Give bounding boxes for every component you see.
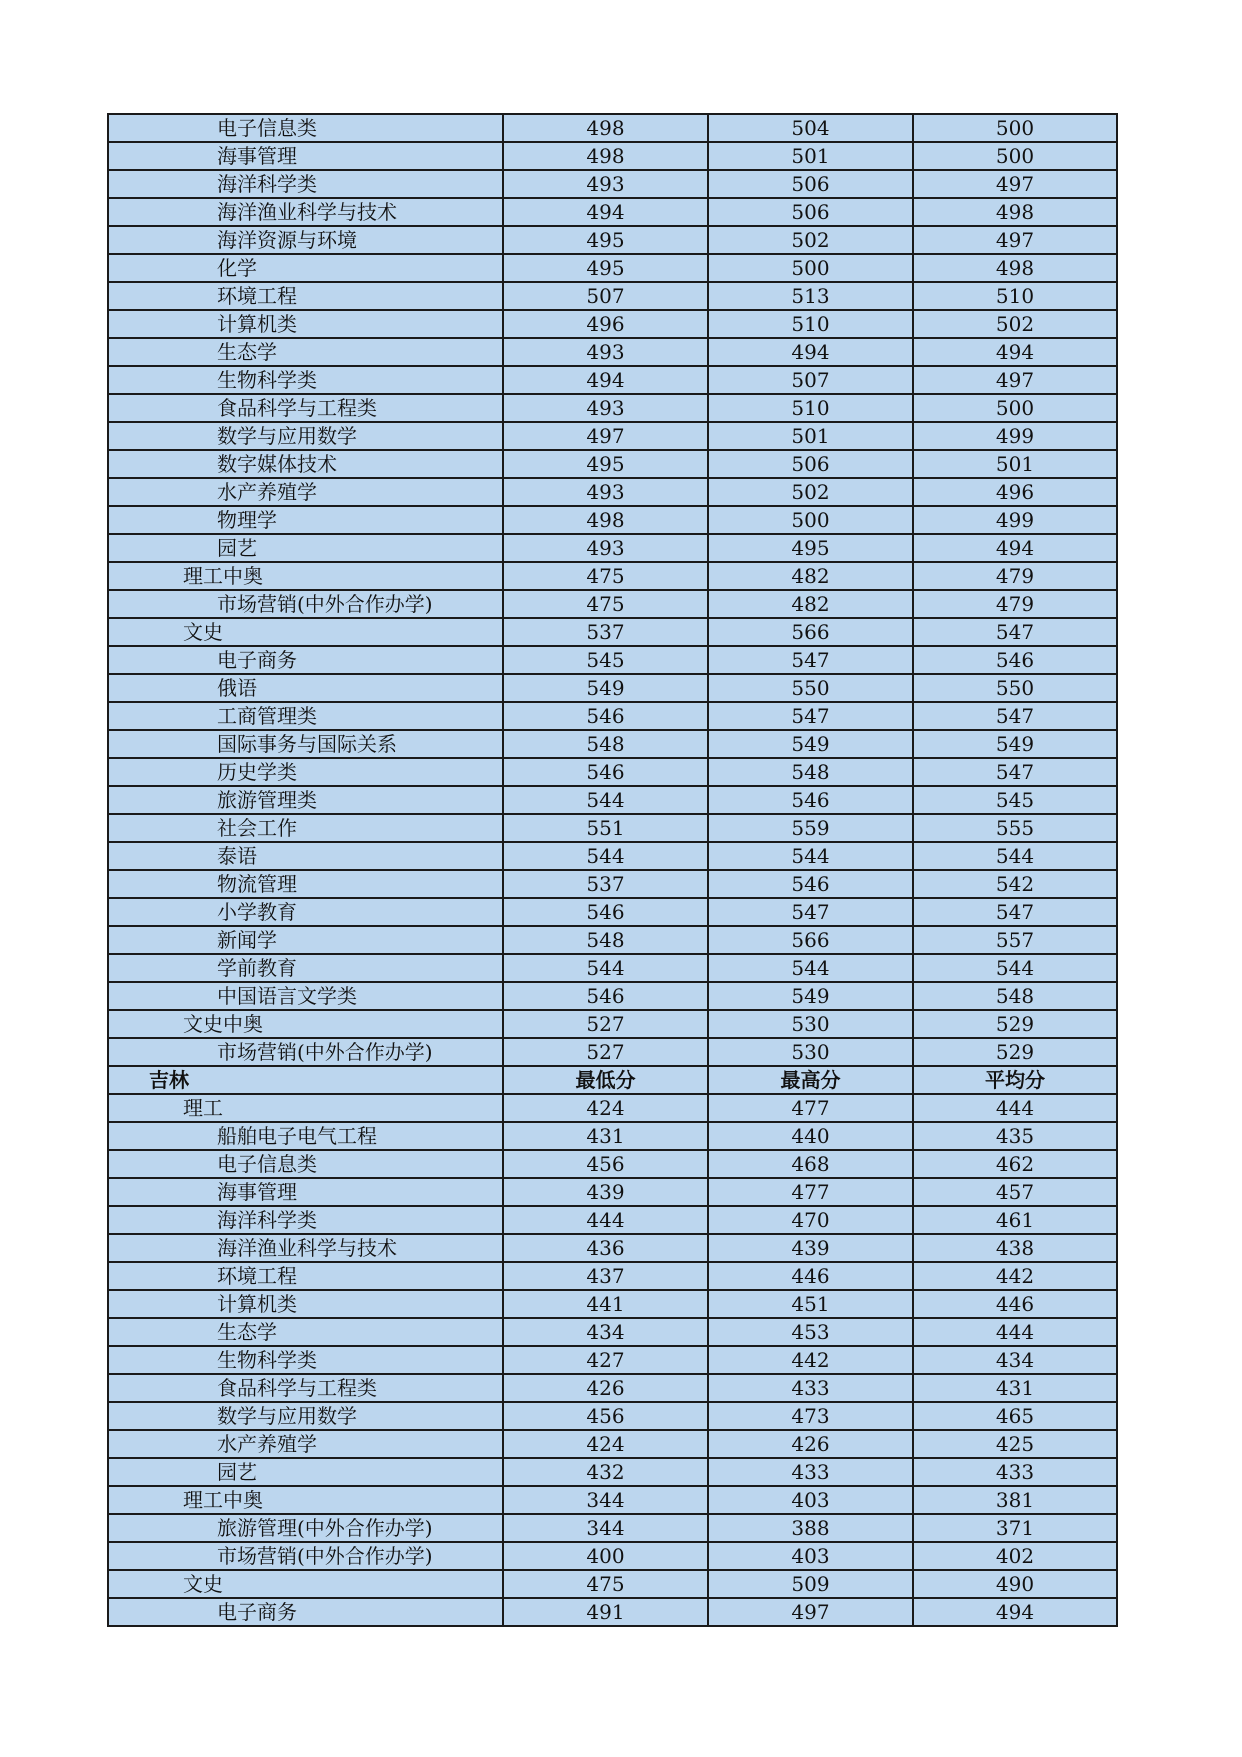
table-row: [108, 982, 1117, 1010]
min-score-cell: 493: [503, 478, 708, 506]
min-score-cell: 437: [503, 1262, 708, 1290]
name-cell: 电子商务: [108, 646, 503, 674]
max-score-cell: 500: [708, 254, 913, 282]
avg-score-cell: 498: [913, 254, 1117, 282]
avg-score-cell: 549: [913, 730, 1117, 758]
name-cell: 文史: [108, 618, 503, 646]
min-score-cell: 548: [503, 926, 708, 954]
max-score-cell: 433: [708, 1374, 913, 1402]
max-score-cell: 403: [708, 1542, 913, 1570]
max-score-cell: 549: [708, 730, 913, 758]
max-score-cell: 530: [708, 1038, 913, 1066]
avg-score-cell: 465: [913, 1402, 1117, 1430]
avg-score-cell: 442: [913, 1262, 1117, 1290]
max-score-cell: 544: [708, 842, 913, 870]
max-score-cell: 550: [708, 674, 913, 702]
max-score-cell: 470: [708, 1206, 913, 1234]
avg-score-cell: 371: [913, 1514, 1117, 1542]
max-score-cell: 548: [708, 758, 913, 786]
avg-score-cell: 444: [913, 1094, 1117, 1122]
max-score-cell: 451: [708, 1290, 913, 1318]
min-score-cell: 546: [503, 982, 708, 1010]
max-score-cell: 502: [708, 478, 913, 506]
table-row: [108, 226, 1117, 254]
max-score-cell: 495: [708, 534, 913, 562]
min-score-cell: 441: [503, 1290, 708, 1318]
name-cell: 俄语: [108, 674, 503, 702]
max-score-cell: 547: [708, 898, 913, 926]
avg-score-cell: 446: [913, 1290, 1117, 1318]
table-row: [108, 1262, 1117, 1290]
table-row: [108, 534, 1117, 562]
name-cell: 海事管理: [108, 1178, 503, 1206]
name-cell: 工商管理类: [108, 702, 503, 730]
min-score-cell: 537: [503, 870, 708, 898]
max-score-cell: 477: [708, 1178, 913, 1206]
avg-score-cell: 381: [913, 1486, 1117, 1514]
name-cell: 海事管理: [108, 142, 503, 170]
min-score-cell: 551: [503, 814, 708, 842]
max-score-cell: 442: [708, 1346, 913, 1374]
max-score-cell: 510: [708, 394, 913, 422]
table-row: [108, 1458, 1117, 1486]
max-score-cell: 546: [708, 870, 913, 898]
name-cell: 旅游管理(中外合作办学): [108, 1514, 503, 1542]
name-cell: 环境工程: [108, 1262, 503, 1290]
min-score-cell: 546: [503, 898, 708, 926]
max-score-cell: 500: [708, 506, 913, 534]
min-score-cell: 497: [503, 422, 708, 450]
name-cell: 生物科学类: [108, 1346, 503, 1374]
avg-score-cell: 547: [913, 898, 1117, 926]
min-score-cell: 400: [503, 1542, 708, 1570]
avg-score-cell: 497: [913, 226, 1117, 254]
max-score-cell: 433: [708, 1458, 913, 1486]
avg-score-cell: 444: [913, 1318, 1117, 1346]
max-score-cell: 439: [708, 1234, 913, 1262]
max-score-cell: 最高分: [708, 1066, 913, 1094]
name-cell: 生态学: [108, 1318, 503, 1346]
min-score-cell: 456: [503, 1150, 708, 1178]
min-score-cell: 426: [503, 1374, 708, 1402]
name-cell: 园艺: [108, 534, 503, 562]
max-score-cell: 566: [708, 618, 913, 646]
avg-score-cell: 500: [913, 114, 1117, 142]
max-score-cell: 530: [708, 1010, 913, 1038]
avg-score-cell: 434: [913, 1346, 1117, 1374]
max-score-cell: 403: [708, 1486, 913, 1514]
name-cell: 学前教育: [108, 954, 503, 982]
avg-score-cell: 479: [913, 590, 1117, 618]
table-row: [108, 1430, 1117, 1458]
min-score-cell: 527: [503, 1038, 708, 1066]
max-score-cell: 549: [708, 982, 913, 1010]
max-score-cell: 473: [708, 1402, 913, 1430]
avg-score-cell: 402: [913, 1542, 1117, 1570]
min-score-cell: 494: [503, 366, 708, 394]
min-score-cell: 344: [503, 1486, 708, 1514]
min-score-cell: 436: [503, 1234, 708, 1262]
avg-score-cell: 462: [913, 1150, 1117, 1178]
name-cell: 旅游管理类: [108, 786, 503, 814]
table-row: [108, 1010, 1117, 1038]
score-table-body: [108, 114, 1117, 1626]
table-row: [108, 282, 1117, 310]
min-score-cell: 527: [503, 1010, 708, 1038]
name-cell: 数学与应用数学: [108, 1402, 503, 1430]
avg-score-cell: 496: [913, 478, 1117, 506]
min-score-cell: 432: [503, 1458, 708, 1486]
name-cell: 园艺: [108, 1458, 503, 1486]
name-cell: 数学与应用数学: [108, 422, 503, 450]
name-cell: 国际事务与国际关系: [108, 730, 503, 758]
min-score-cell: 549: [503, 674, 708, 702]
avg-score-cell: 546: [913, 646, 1117, 674]
name-cell: 计算机类: [108, 310, 503, 338]
table-row: [108, 1318, 1117, 1346]
min-score-cell: 544: [503, 842, 708, 870]
min-score-cell: 444: [503, 1206, 708, 1234]
max-score-cell: 547: [708, 646, 913, 674]
name-cell: 化学: [108, 254, 503, 282]
min-score-cell: 427: [503, 1346, 708, 1374]
name-cell: 物理学: [108, 506, 503, 534]
min-score-cell: 491: [503, 1598, 708, 1626]
min-score-cell: 493: [503, 534, 708, 562]
table-row: [108, 646, 1117, 674]
min-score-cell: 493: [503, 394, 708, 422]
table-row: [108, 1514, 1117, 1542]
name-cell: 海洋资源与环境: [108, 226, 503, 254]
max-score-cell: 426: [708, 1430, 913, 1458]
avg-score-cell: 500: [913, 142, 1117, 170]
min-score-cell: 545: [503, 646, 708, 674]
table-row: [108, 506, 1117, 534]
table-row: [108, 1178, 1117, 1206]
min-score-cell: 498: [503, 506, 708, 534]
table-row: [108, 394, 1117, 422]
min-score-cell: 495: [503, 254, 708, 282]
max-score-cell: 559: [708, 814, 913, 842]
max-score-cell: 440: [708, 1122, 913, 1150]
name-cell: 理工中奥: [108, 562, 503, 590]
name-cell: 海洋科学类: [108, 170, 503, 198]
avg-score-cell: 545: [913, 786, 1117, 814]
min-score-cell: 498: [503, 142, 708, 170]
name-cell: 计算机类: [108, 1290, 503, 1318]
max-score-cell: 507: [708, 366, 913, 394]
min-score-cell: 496: [503, 310, 708, 338]
table-row: [108, 702, 1117, 730]
max-score-cell: 506: [708, 198, 913, 226]
min-score-cell: 498: [503, 114, 708, 142]
min-score-cell: 424: [503, 1430, 708, 1458]
min-score-cell: 431: [503, 1122, 708, 1150]
min-score-cell: 507: [503, 282, 708, 310]
avg-score-cell: 529: [913, 1038, 1117, 1066]
name-cell: 海洋科学类: [108, 1206, 503, 1234]
table-row: [108, 842, 1117, 870]
avg-score-cell: 548: [913, 982, 1117, 1010]
min-score-cell: 475: [503, 1570, 708, 1598]
avg-score-cell: 555: [913, 814, 1117, 842]
avg-score-cell: 494: [913, 534, 1117, 562]
avg-score-cell: 425: [913, 1430, 1117, 1458]
name-cell: 环境工程: [108, 282, 503, 310]
min-score-cell: 544: [503, 786, 708, 814]
min-score-cell: 546: [503, 758, 708, 786]
max-score-cell: 506: [708, 450, 913, 478]
name-cell: 吉林: [108, 1066, 503, 1094]
table-row: [108, 730, 1117, 758]
name-cell: 物流管理: [108, 870, 503, 898]
name-cell: 海洋渔业科学与技术: [108, 1234, 503, 1262]
min-score-cell: 344: [503, 1514, 708, 1542]
min-score-cell: 544: [503, 954, 708, 982]
name-cell: 电子商务: [108, 1598, 503, 1626]
max-score-cell: 513: [708, 282, 913, 310]
avg-score-cell: 499: [913, 422, 1117, 450]
min-score-cell: 495: [503, 450, 708, 478]
avg-score-cell: 479: [913, 562, 1117, 590]
avg-score-cell: 457: [913, 1178, 1117, 1206]
avg-score-cell: 547: [913, 702, 1117, 730]
max-score-cell: 388: [708, 1514, 913, 1542]
avg-score-cell: 497: [913, 170, 1117, 198]
name-cell: 小学教育: [108, 898, 503, 926]
avg-score-cell: 490: [913, 1570, 1117, 1598]
avg-score-cell: 500: [913, 394, 1117, 422]
min-score-cell: 548: [503, 730, 708, 758]
avg-score-cell: 550: [913, 674, 1117, 702]
max-score-cell: 453: [708, 1318, 913, 1346]
min-score-cell: 456: [503, 1402, 708, 1430]
max-score-cell: 502: [708, 226, 913, 254]
avg-score-cell: 431: [913, 1374, 1117, 1402]
table-row: [108, 870, 1117, 898]
name-cell: 水产养殖学: [108, 478, 503, 506]
table-row: [108, 114, 1117, 142]
min-score-cell: 475: [503, 562, 708, 590]
avg-score-cell: 499: [913, 506, 1117, 534]
max-score-cell: 501: [708, 422, 913, 450]
max-score-cell: 509: [708, 1570, 913, 1598]
name-cell: 历史学类: [108, 758, 503, 786]
table-row: [108, 478, 1117, 506]
table-row: [108, 366, 1117, 394]
min-score-cell: 439: [503, 1178, 708, 1206]
avg-score-cell: 438: [913, 1234, 1117, 1262]
table-row: [108, 590, 1117, 618]
table-row: [108, 1206, 1117, 1234]
avg-score-cell: 497: [913, 366, 1117, 394]
avg-score-cell: 501: [913, 450, 1117, 478]
avg-score-cell: 433: [913, 1458, 1117, 1486]
max-score-cell: 504: [708, 114, 913, 142]
min-score-cell: 493: [503, 338, 708, 366]
name-cell: 市场营销(中外合作办学): [108, 590, 503, 618]
avg-score-cell: 435: [913, 1122, 1117, 1150]
table-row: [108, 1038, 1117, 1066]
avg-score-cell: 平均分: [913, 1066, 1117, 1094]
name-cell: 数字媒体技术: [108, 450, 503, 478]
table-row: [108, 618, 1117, 646]
min-score-cell: 546: [503, 702, 708, 730]
min-score-cell: 434: [503, 1318, 708, 1346]
table-row: [108, 1402, 1117, 1430]
min-score-cell: 494: [503, 198, 708, 226]
name-cell: 食品科学与工程类: [108, 394, 503, 422]
table-row: [108, 786, 1117, 814]
min-score-cell: 424: [503, 1094, 708, 1122]
avg-score-cell: 547: [913, 618, 1117, 646]
table-row: [108, 198, 1117, 226]
table-row: [108, 1542, 1117, 1570]
name-cell: 中国语言文学类: [108, 982, 503, 1010]
table-row: [108, 954, 1117, 982]
table-row: [108, 254, 1117, 282]
min-score-cell: 475: [503, 590, 708, 618]
name-cell: 电子信息类: [108, 114, 503, 142]
avg-score-cell: 544: [913, 954, 1117, 982]
table-row: [108, 1094, 1117, 1122]
table-row: [108, 1570, 1117, 1598]
table-row: [108, 1122, 1117, 1150]
name-cell: 食品科学与工程类: [108, 1374, 503, 1402]
avg-score-cell: 494: [913, 338, 1117, 366]
table-row: [108, 450, 1117, 478]
max-score-cell: 446: [708, 1262, 913, 1290]
table-row: [108, 674, 1117, 702]
avg-score-cell: 542: [913, 870, 1117, 898]
table-row: [108, 814, 1117, 842]
avg-score-cell: 557: [913, 926, 1117, 954]
avg-score-cell: 498: [913, 198, 1117, 226]
table-row: [108, 926, 1117, 954]
name-cell: 社会工作: [108, 814, 503, 842]
table-row: [108, 310, 1117, 338]
max-score-cell: 547: [708, 702, 913, 730]
avg-score-cell: 544: [913, 842, 1117, 870]
max-score-cell: 482: [708, 562, 913, 590]
name-cell: 泰语: [108, 842, 503, 870]
name-cell: 水产养殖学: [108, 1430, 503, 1458]
max-score-cell: 546: [708, 786, 913, 814]
name-cell: 船舶电子电气工程: [108, 1122, 503, 1150]
name-cell: 市场营销(中外合作办学): [108, 1542, 503, 1570]
max-score-cell: 468: [708, 1150, 913, 1178]
max-score-cell: 501: [708, 142, 913, 170]
max-score-cell: 510: [708, 310, 913, 338]
table-row: [108, 338, 1117, 366]
table-row: [108, 1486, 1117, 1514]
max-score-cell: 477: [708, 1094, 913, 1122]
avg-score-cell: 510: [913, 282, 1117, 310]
min-score-cell: 最低分: [503, 1066, 708, 1094]
table-row: [108, 142, 1117, 170]
avg-score-cell: 461: [913, 1206, 1117, 1234]
table-row: [108, 562, 1117, 590]
table-row: [108, 1150, 1117, 1178]
region-header-row: [108, 1066, 1117, 1094]
name-cell: 理工: [108, 1094, 503, 1122]
max-score-cell: 544: [708, 954, 913, 982]
name-cell: 新闻学: [108, 926, 503, 954]
avg-score-cell: 547: [913, 758, 1117, 786]
max-score-cell: 506: [708, 170, 913, 198]
table-row: [108, 422, 1117, 450]
name-cell: 生态学: [108, 338, 503, 366]
name-cell: 文史: [108, 1570, 503, 1598]
name-cell: 文史中奥: [108, 1010, 503, 1038]
min-score-cell: 495: [503, 226, 708, 254]
name-cell: 生物科学类: [108, 366, 503, 394]
table-row: [108, 898, 1117, 926]
max-score-cell: 494: [708, 338, 913, 366]
avg-score-cell: 502: [913, 310, 1117, 338]
table-row: [108, 170, 1117, 198]
table-row: [108, 1374, 1117, 1402]
name-cell: 海洋渔业科学与技术: [108, 198, 503, 226]
max-score-cell: 566: [708, 926, 913, 954]
name-cell: 市场营销(中外合作办学): [108, 1038, 503, 1066]
max-score-cell: 482: [708, 590, 913, 618]
name-cell: 理工中奥: [108, 1486, 503, 1514]
min-score-cell: 493: [503, 170, 708, 198]
table-row: [108, 1346, 1117, 1374]
name-cell: 电子信息类: [108, 1150, 503, 1178]
avg-score-cell: 494: [913, 1598, 1117, 1626]
table-row: [108, 1234, 1117, 1262]
score-table: [107, 113, 1118, 1627]
min-score-cell: 537: [503, 618, 708, 646]
table-row: [108, 1290, 1117, 1318]
max-score-cell: 497: [708, 1598, 913, 1626]
avg-score-cell: 529: [913, 1010, 1117, 1038]
table-row: [108, 758, 1117, 786]
table-row: [108, 1598, 1117, 1626]
